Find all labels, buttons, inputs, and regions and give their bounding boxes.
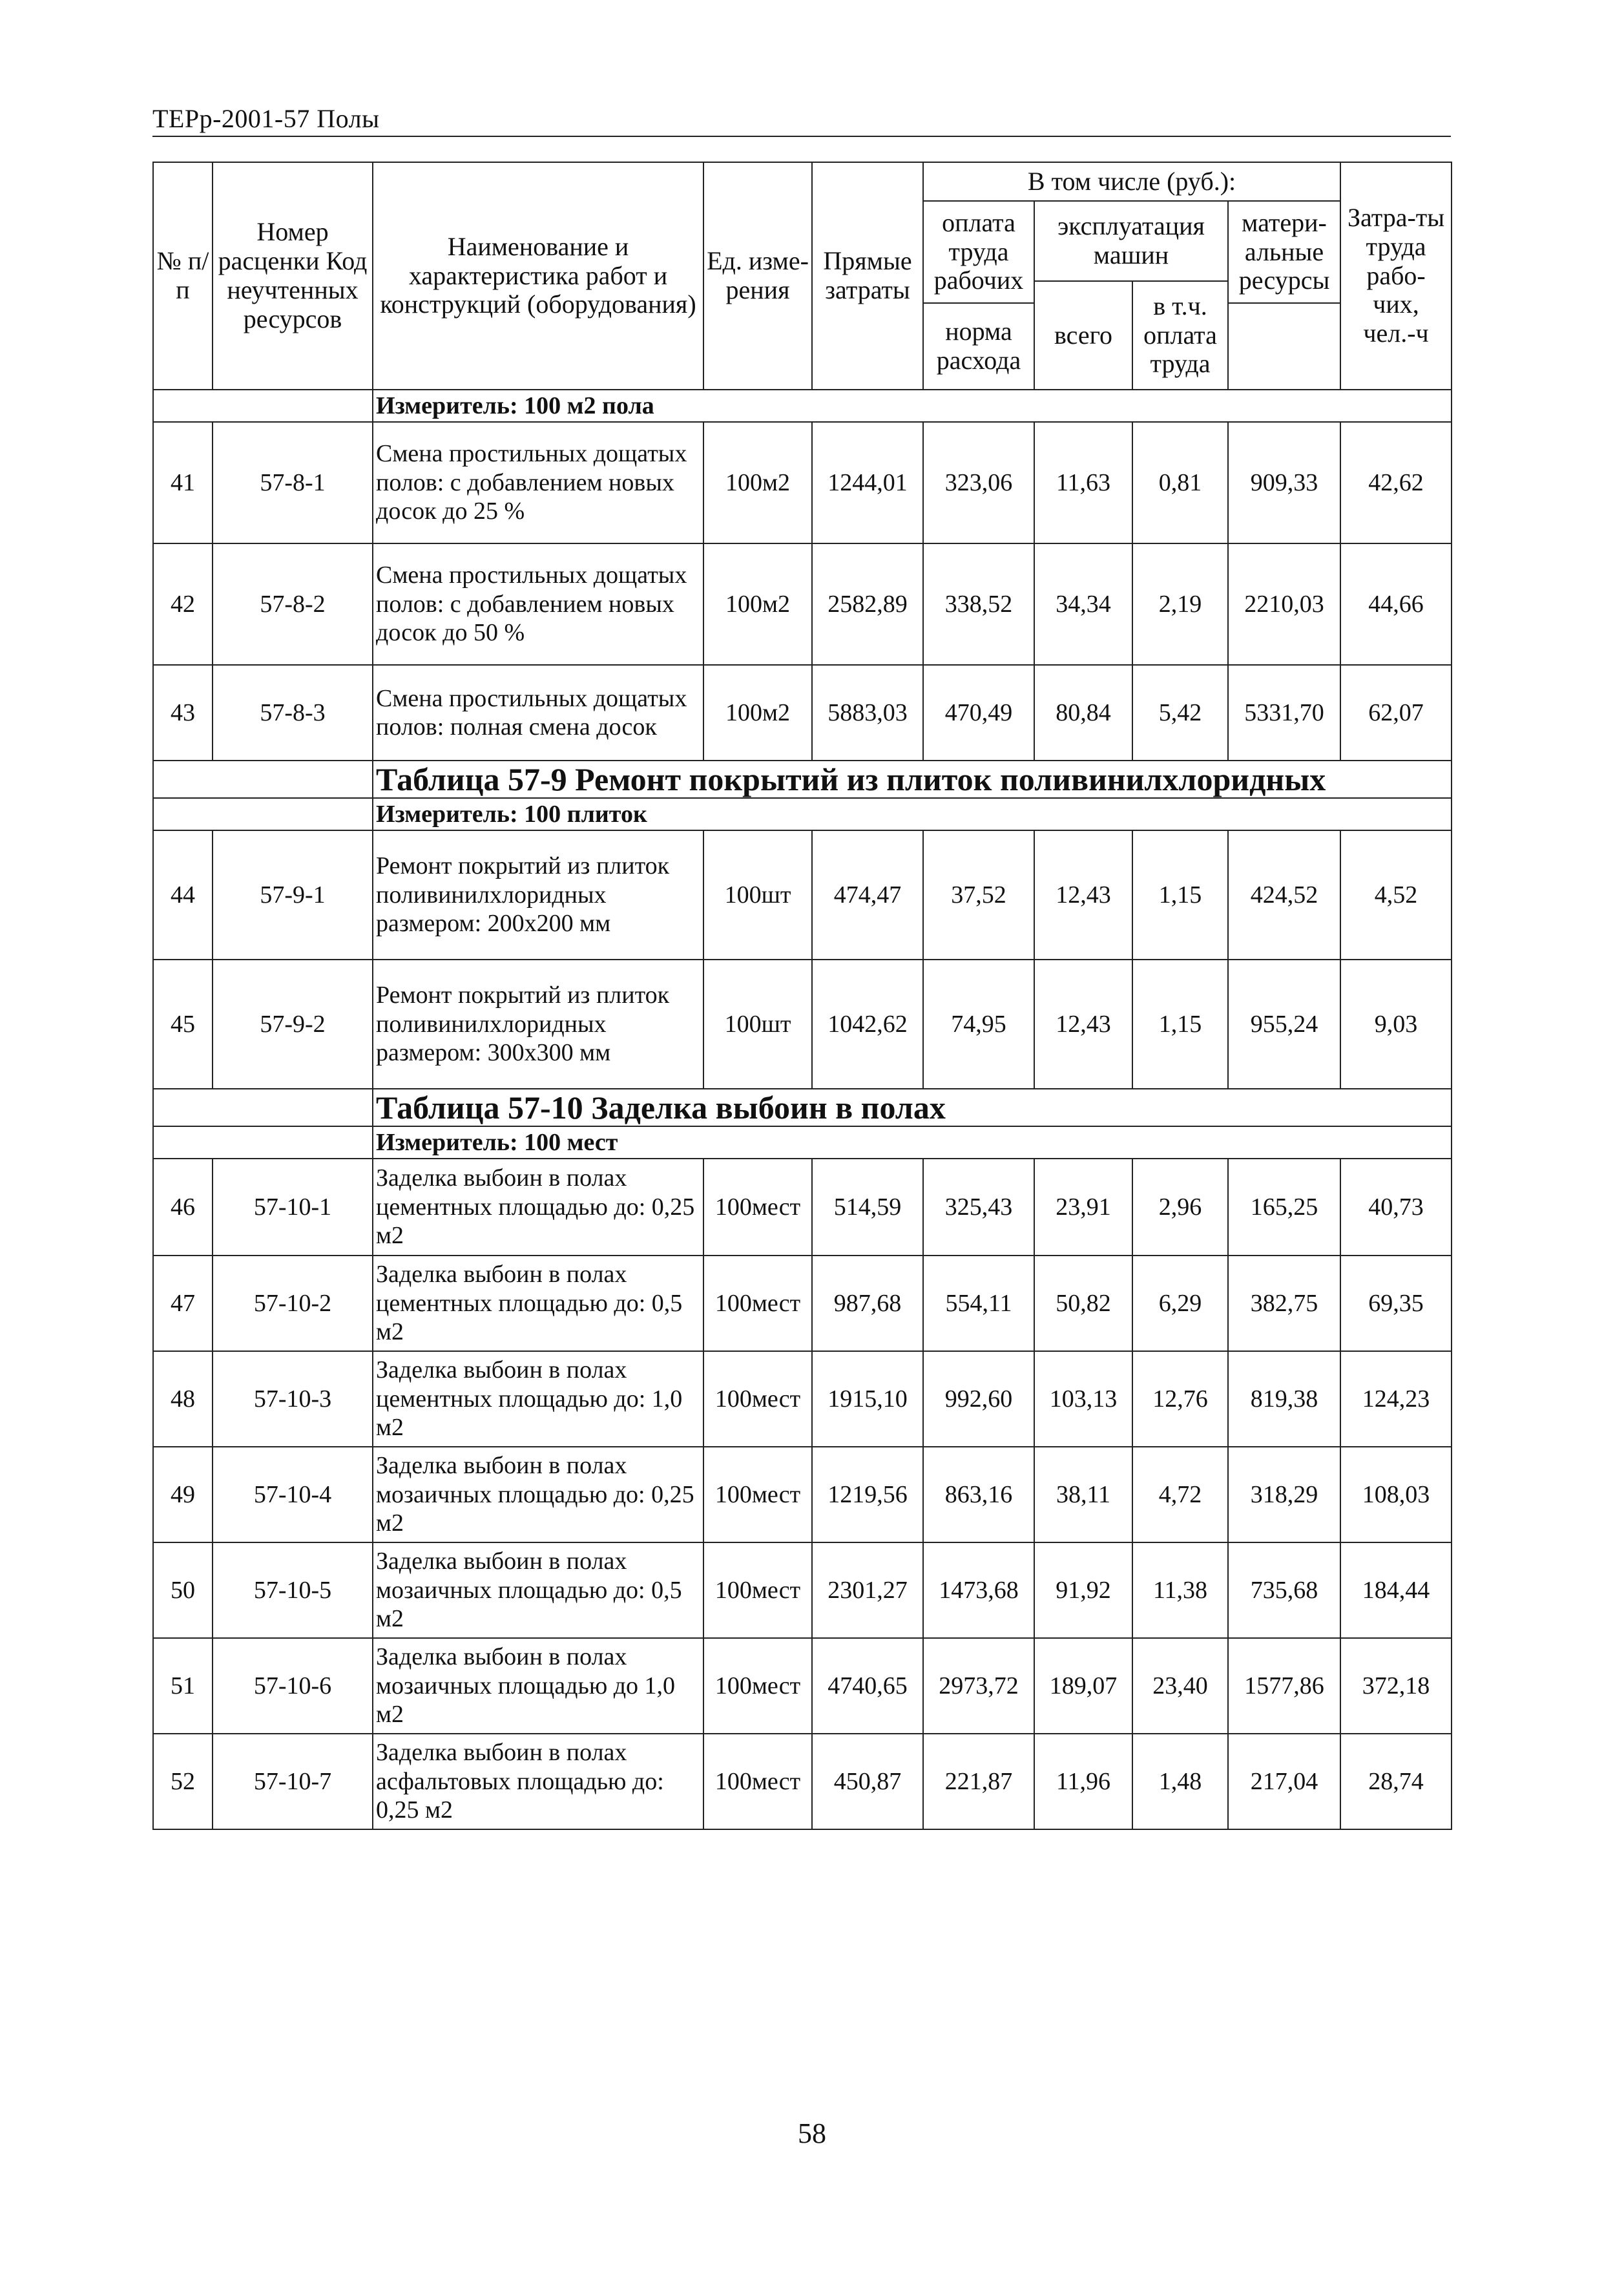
- rate-code: 57-9-2: [213, 960, 373, 1089]
- work-description: Заделка выбоин в полах цементных площадью до: 0,5 м2: [373, 1256, 703, 1351]
- labor-hours: 40,73: [1340, 1159, 1452, 1256]
- header-including: В том числе (руб.):: [923, 162, 1340, 201]
- labor-pay: 325,43: [923, 1159, 1034, 1256]
- labor-hours: 44,66: [1340, 543, 1452, 665]
- header-materials-norm: норма расхода: [923, 303, 1034, 390]
- labor-hours: 42,62: [1340, 422, 1452, 543]
- machines-total: 103,13: [1034, 1351, 1132, 1447]
- direct-costs: 1219,56: [812, 1447, 923, 1542]
- machines-total: 50,82: [1034, 1256, 1132, 1351]
- direct-costs: 1244,01: [812, 422, 923, 543]
- machines-total: 23,91: [1034, 1159, 1132, 1256]
- rate-code: 57-10-3: [213, 1351, 373, 1447]
- materials: 424,52: [1228, 830, 1340, 960]
- table-row: [153, 1734, 1452, 1829]
- labor-hours: 184,44: [1340, 1542, 1452, 1638]
- labor-hours: 372,18: [1340, 1638, 1452, 1734]
- machines-total: 189,07: [1034, 1638, 1132, 1734]
- machines-total: 34,34: [1034, 543, 1132, 665]
- materials: 382,75: [1228, 1256, 1340, 1351]
- direct-costs: 2301,27: [812, 1542, 923, 1638]
- labor-hours: 108,03: [1340, 1447, 1452, 1542]
- meter-row: [153, 390, 1452, 422]
- machines-total: 38,11: [1034, 1447, 1132, 1542]
- unit: 100мест: [703, 1734, 812, 1829]
- rate-code: 57-8-1: [213, 422, 373, 543]
- header-code: Номер расценки Код неучтенных ресурсов: [213, 162, 373, 390]
- unit: 100мест: [703, 1256, 812, 1351]
- labor-hours: 69,35: [1340, 1256, 1452, 1351]
- unit: 100м2: [703, 543, 812, 665]
- direct-costs: 4740,65: [812, 1638, 923, 1734]
- table-row: [153, 830, 1452, 960]
- row-number: 41: [153, 422, 213, 543]
- machines-labor-pay: 6,29: [1132, 1256, 1228, 1351]
- machines-total: 11,96: [1034, 1734, 1132, 1829]
- table-row: [153, 422, 1452, 543]
- unit: 100мест: [703, 1638, 812, 1734]
- rate-code: 57-10-1: [213, 1159, 373, 1256]
- machines-labor-pay: 1,48: [1132, 1734, 1228, 1829]
- machines-total: 12,43: [1034, 830, 1132, 960]
- unit: 100мест: [703, 1159, 812, 1256]
- row-number: 44: [153, 830, 213, 960]
- section-title: Таблица 57-10 Заделка выбоин в полах: [373, 1089, 1452, 1126]
- materials: 318,29: [1228, 1447, 1340, 1542]
- row-number: 46: [153, 1159, 213, 1256]
- work-description: Смена простильных дощатых полов: с добавлением новых досок до 50 %: [373, 543, 703, 665]
- rate-code: 57-10-7: [213, 1734, 373, 1829]
- meter-label: Измеритель: 100 м2 пола: [373, 390, 1452, 422]
- materials: 5331,70: [1228, 665, 1340, 761]
- section-title-row: [153, 761, 1452, 798]
- unit: 100мест: [703, 1447, 812, 1542]
- machines-labor-pay: 0,81: [1132, 422, 1228, 543]
- work-description: Смена простильных дощатых полов: с добавлением новых досок до 25 %: [373, 422, 703, 543]
- work-description: Заделка выбоин в полах асфальтовых площадью до: 0,25 м2: [373, 1734, 703, 1829]
- direct-costs: 987,68: [812, 1256, 923, 1351]
- machines-labor-pay: 11,38: [1132, 1542, 1228, 1638]
- table-row: [153, 960, 1452, 1089]
- labor-pay: 2973,72: [923, 1638, 1034, 1734]
- materials: 735,68: [1228, 1542, 1340, 1638]
- row-number: 45: [153, 960, 213, 1089]
- header-machines-labor: в т.ч. оплата труда: [1132, 281, 1228, 390]
- row-number: 50: [153, 1542, 213, 1638]
- machines-labor-pay: 1,15: [1132, 830, 1228, 960]
- table-row: [153, 1351, 1452, 1447]
- row-number: 52: [153, 1734, 213, 1829]
- row-number: 51: [153, 1638, 213, 1734]
- header-materials: матери-альные ресурсы: [1228, 201, 1340, 303]
- direct-costs: 1042,62: [812, 960, 923, 1089]
- rate-code: 57-10-4: [213, 1447, 373, 1542]
- labor-pay: 992,60: [923, 1351, 1034, 1447]
- direct-costs: 474,47: [812, 830, 923, 960]
- labor-hours: 124,23: [1340, 1351, 1452, 1447]
- work-description: Заделка выбоин в полах цементных площадью до: 1,0 м2: [373, 1351, 703, 1447]
- section-title-row: [153, 1089, 1452, 1126]
- row-number: 49: [153, 1447, 213, 1542]
- work-description: Заделка выбоин в полах цементных площадью до: 0,25 м2: [373, 1159, 703, 1256]
- labor-hours: 62,07: [1340, 665, 1452, 761]
- table-row: [153, 1542, 1452, 1638]
- materials: 165,25: [1228, 1159, 1340, 1256]
- machines-labor-pay: 4,72: [1132, 1447, 1228, 1542]
- direct-costs: 5883,03: [812, 665, 923, 761]
- materials: 1577,86: [1228, 1638, 1340, 1734]
- table-row: [153, 543, 1452, 665]
- labor-pay: 554,11: [923, 1256, 1034, 1351]
- direct-costs: 450,87: [812, 1734, 923, 1829]
- meter-row: [153, 1126, 1452, 1159]
- machines-total: 80,84: [1034, 665, 1132, 761]
- labor-hours: 4,52: [1340, 830, 1452, 960]
- materials: 2210,03: [1228, 543, 1340, 665]
- table-row: [153, 1159, 1452, 1256]
- row-number: 47: [153, 1256, 213, 1351]
- labor-pay: 863,16: [923, 1447, 1034, 1542]
- labor-pay: 470,49: [923, 665, 1034, 761]
- machines-total: 11,63: [1034, 422, 1132, 543]
- row-number: 48: [153, 1351, 213, 1447]
- header-rule: [152, 136, 1451, 137]
- meter-label: Измеритель: 100 мест: [373, 1126, 1452, 1159]
- rate-code: 57-9-1: [213, 830, 373, 960]
- direct-costs: 2582,89: [812, 543, 923, 665]
- labor-pay: 338,52: [923, 543, 1034, 665]
- labor-pay: 37,52: [923, 830, 1034, 960]
- page-number: 58: [798, 2118, 826, 2149]
- materials: 955,24: [1228, 960, 1340, 1089]
- work-description: Заделка выбоин в полах мозаичных площадью до: 0,5 м2: [373, 1542, 703, 1638]
- rate-code: 57-8-2: [213, 543, 373, 665]
- materials: 217,04: [1228, 1734, 1340, 1829]
- direct-costs: 1915,10: [812, 1351, 923, 1447]
- rate-code: 57-8-3: [213, 665, 373, 761]
- machines-labor-pay: 1,15: [1132, 960, 1228, 1089]
- rate-code: 57-10-6: [213, 1638, 373, 1734]
- work-description: Ремонт покрытий из плиток поливинилхлоридных размером: 300х300 мм: [373, 960, 703, 1089]
- materials: 909,33: [1228, 422, 1340, 543]
- labor-pay: 323,06: [923, 422, 1034, 543]
- labor-pay: 1473,68: [923, 1542, 1034, 1638]
- table-row: [153, 1256, 1452, 1351]
- work-description: Заделка выбоин в полах мозаичных площадью до 1,0 м2: [373, 1638, 703, 1734]
- meter-row: [153, 798, 1452, 830]
- row-number: 42: [153, 543, 213, 665]
- work-description: Смена простильных дощатых полов: полная смена досок: [373, 665, 703, 761]
- header-direct-costs: Прямые затраты: [812, 162, 923, 390]
- machines-labor-pay: 23,40: [1132, 1638, 1228, 1734]
- labor-pay: 221,87: [923, 1734, 1034, 1829]
- unit: 100мест: [703, 1351, 812, 1447]
- machines-labor-pay: 5,42: [1132, 665, 1228, 761]
- running-head: ТЕРр-2001-57 Полы: [152, 104, 380, 133]
- rate-code: 57-10-5: [213, 1542, 373, 1638]
- header-machines: эксплуатация машин: [1034, 201, 1228, 281]
- machines-total: 91,92: [1034, 1542, 1132, 1638]
- work-description: Заделка выбоин в полах мозаичных площадью до: 0,25 м2: [373, 1447, 703, 1542]
- unit: 100шт: [703, 830, 812, 960]
- machines-labor-pay: 2,19: [1132, 543, 1228, 665]
- header-num: № п/п: [153, 162, 213, 390]
- table-row: [153, 665, 1452, 761]
- header-name: Наименование и характеристика работ и конструкций (оборудования): [373, 162, 703, 390]
- header-labor-pay: оплата труда рабочих: [923, 201, 1034, 303]
- table-row: [153, 1447, 1452, 1542]
- price-table: [152, 162, 1452, 1830]
- unit: 100м2: [703, 422, 812, 543]
- machines-total: 12,43: [1034, 960, 1132, 1089]
- rate-code: 57-10-2: [213, 1256, 373, 1351]
- row-number: 43: [153, 665, 213, 761]
- table-row: [153, 1638, 1452, 1734]
- direct-costs: 514,59: [812, 1159, 923, 1256]
- header-machines-total: всего: [1034, 281, 1132, 390]
- materials: 819,38: [1228, 1351, 1340, 1447]
- unit: 100м2: [703, 665, 812, 761]
- work-description: Ремонт покрытий из плиток поливинилхлоридных размером: 200х200 мм: [373, 830, 703, 960]
- header-unit: Ед. изме-рения: [703, 162, 812, 390]
- labor-hours: 9,03: [1340, 960, 1452, 1089]
- unit: 100мест: [703, 1542, 812, 1638]
- unit: 100шт: [703, 960, 812, 1089]
- labor-hours: 28,74: [1340, 1734, 1452, 1829]
- machines-labor-pay: 2,96: [1132, 1159, 1228, 1256]
- section-title: Таблица 57-9 Ремонт покрытий из плиток поливинилхлоридных: [373, 761, 1452, 798]
- header-labor-hours: Затра-ты труда рабо-чих, чел.-ч: [1340, 162, 1452, 390]
- labor-pay: 74,95: [923, 960, 1034, 1089]
- meter-label: Измеритель: 100 плиток: [373, 798, 1452, 830]
- machines-labor-pay: 12,76: [1132, 1351, 1228, 1447]
